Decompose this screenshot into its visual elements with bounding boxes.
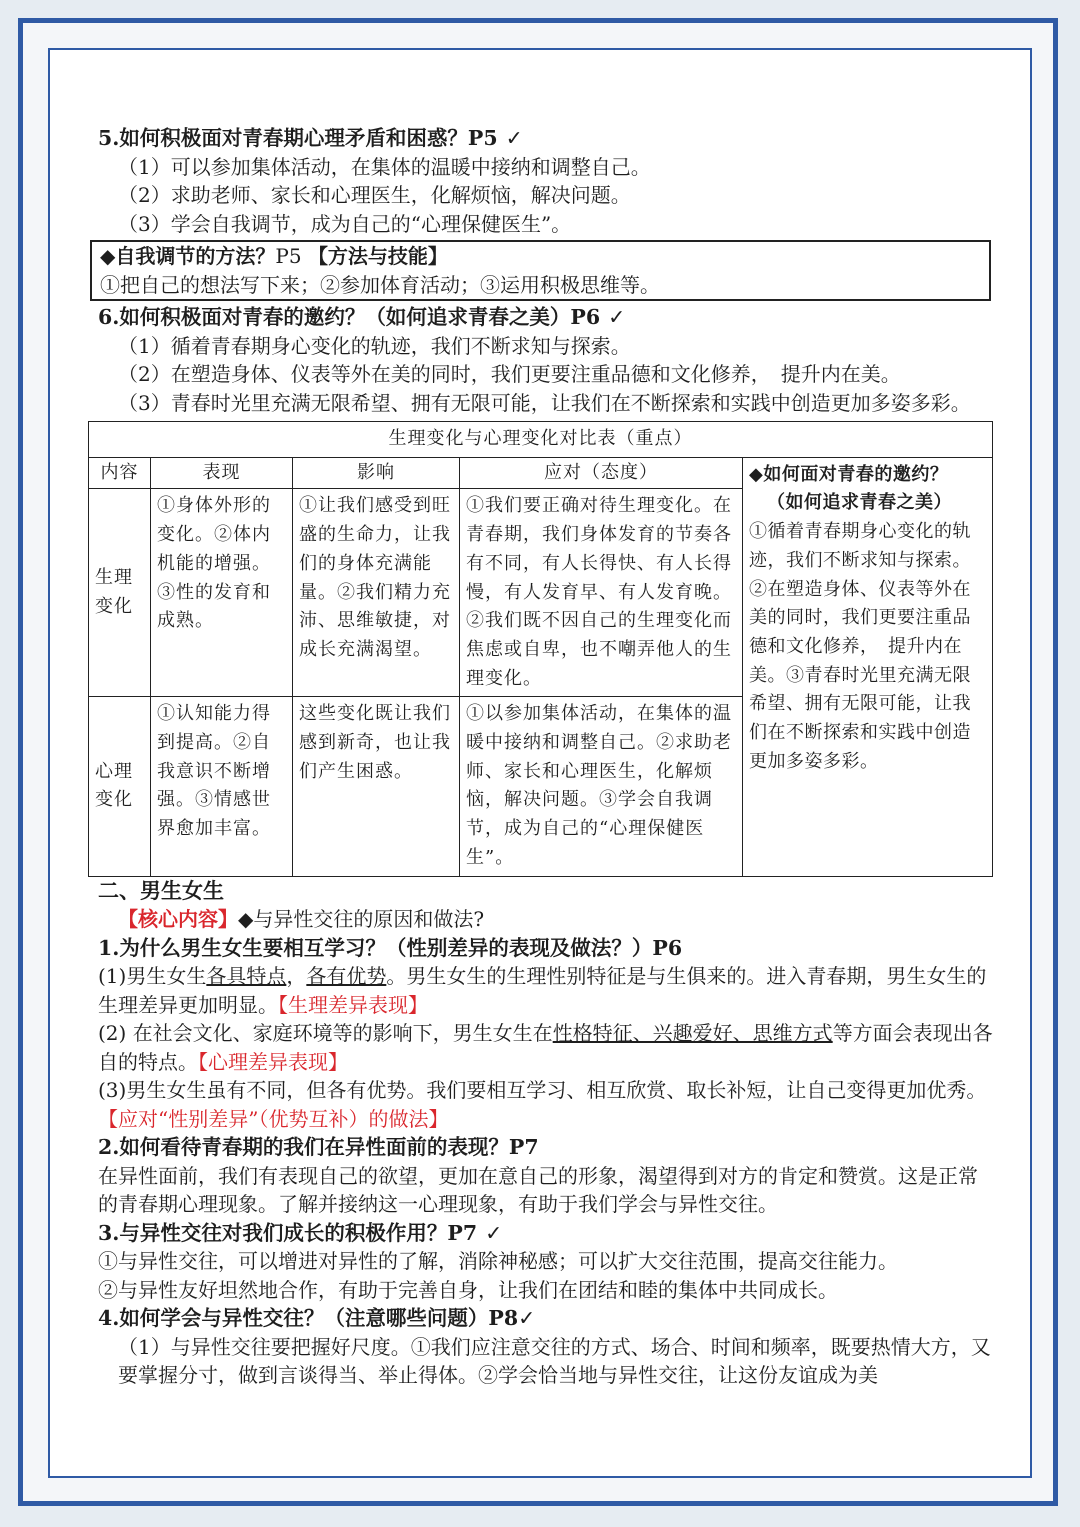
answer-6-item-3: （3）青春时光里充满无限希望、拥有无限可能，让我们在不断探索和实践中创造更加多姿多彩。 xyxy=(118,390,971,415)
part2-q3-text: 3.与异性交往对我们成长的积极作用？P7 xyxy=(98,1220,478,1245)
core-content-text: ◆与异性交往的原因和做法? xyxy=(238,907,485,932)
part2-question-4-title xyxy=(98,1304,993,1333)
part2-q2-text: 在异性面前，我们有表现自己的欲望，更加在意自己的形象，渴望得到对方的肯定和赞赏。这是正常的青春期心理现象。了解并接纳这一心理现象，有助于我们学会与异性交往。 xyxy=(98,1163,978,1217)
core-content-tag: 【核心内容】 xyxy=(118,907,238,932)
q1-p2-text-b: 等方面会表现出各自的特点。 xyxy=(98,1021,993,1074)
method-box-title: ◆自我调节的方法？ xyxy=(100,244,276,268)
answer-5-item-3: （3）学会自我调节，成为自己的“心理保健医生”。 xyxy=(118,211,572,236)
document-content xyxy=(95,124,993,1390)
cell-mental-response: ①以参加集体活动，在集体的温暖中接纳和调整自己。②求助老师、家长和心理医生，化解烦恼，解决问题。③学会自我调节，成为自己的“心理保健医生”。 xyxy=(460,697,743,876)
q1-p2-text-a: (2) 在社会文化、家庭环境等的影响下，男生女生在 xyxy=(98,1021,553,1046)
method-box-tag: 【方法与技能】 xyxy=(307,244,448,268)
core-content-line xyxy=(98,905,993,934)
row-label-physical: 生理变化 xyxy=(89,489,151,697)
method-box-page: P5 xyxy=(275,244,302,268)
q1-p1-text-a: (1)男生女生 xyxy=(98,964,207,989)
cell-physical-show: ①身体外形的变化。②体内机能的增强。③性的发育和成熟。 xyxy=(151,489,293,697)
table-header-effect: 影响 xyxy=(293,457,460,489)
part2-q1-para-1 xyxy=(98,962,993,1019)
check-mark-icon: ✓ xyxy=(608,305,626,329)
q1-p1-sep: ， xyxy=(286,964,307,989)
q1-p1-underline-1: 各具特点 xyxy=(206,964,287,989)
check-mark-icon: ✓ xyxy=(518,1306,536,1331)
q1-p1-underline-2: 各有优势 xyxy=(306,964,387,989)
table-side-note xyxy=(743,457,993,876)
part-2-heading: 二、男生女生 xyxy=(98,877,224,903)
check-mark-icon: ✓ xyxy=(505,126,523,150)
question-5-title xyxy=(98,124,993,153)
cell-mental-effect: 这些变化既让我们感到新奇，也让我们产生困惑。 xyxy=(293,697,460,876)
part2-question-1-title: 1.为什么男生女生要相互学习？（性别差异的表现及做法？）P6 xyxy=(98,935,683,960)
part2-q1-para-3 xyxy=(98,1076,993,1133)
physical-difference-tag: 【生理差异表现】 xyxy=(278,992,428,1017)
table-header-content: 内容 xyxy=(89,457,151,489)
comparison-table xyxy=(88,421,993,877)
part2-question-3-title xyxy=(98,1219,993,1248)
side-note-text: ①循着青春期身心变化的轨迹，我们不断求知与探索。②在塑造身体、仪表等外在美的同时，我们更要注重品德和文化修养， 提升内在美。③青春时光里充满无限希望、拥有无限可能，让我们在不断探索和实践中创造更加多姿多彩。 xyxy=(749,521,971,772)
answer-5-item-2: （2）求助老师、家长和心理医生，化解烦恼，解决问题。 xyxy=(118,183,631,207)
question-5-text: 5.如何积极面对青春期心理矛盾和困惑？P5 xyxy=(98,126,498,150)
part2-q4-answer: （1）与异性交往要把握好尺度。①我们应注意交往的方式、场合、时间和频率，既要热情大方，又要掌握分寸，做到言谈得当、举止得体。②学会恰当地与异性交往，让这份友谊成为美 xyxy=(118,1334,991,1388)
method-box-text: ①把自己的想法写下来；②参加体育活动；③运用积极思维等。 xyxy=(100,272,660,297)
part2-q3-item-1: ①与异性交往，可以增进对异性的了解，消除神秘感；可以扩大交往范围，提高交往能力。 xyxy=(98,1249,898,1274)
side-note-subtitle: （如何追求青春之美） xyxy=(767,492,952,514)
side-note-title: ◆如何面对青春的邀约？ xyxy=(749,463,949,485)
q1-p3-text: (3)男生女生虽有不同，但各有优势。我们要相互学习、相互欣赏、取长补短，让自己变得更加优秀。 xyxy=(98,1078,987,1103)
q1-p1-text-b: 。男生女生的生理性别特征是与生俱来的。进入青春期，男生女生的生理差异更加明显。 xyxy=(98,964,987,1017)
cell-physical-effect: ①让我们感受到旺盛的生命力，让我们的身体充满能量。②我们精力充沛、思维敏捷，对成长充满渴望。 xyxy=(293,489,460,697)
table-header-show: 表现 xyxy=(151,457,293,489)
part2-q1-para-2 xyxy=(98,1019,993,1076)
table-caption: 生理变化与心理变化对比表（重点） xyxy=(89,422,993,458)
mental-difference-tag: 【心理差异表现】 xyxy=(198,1049,348,1074)
q1-p2-underline: 性格特征、兴趣爱好、思维方式 xyxy=(552,1021,833,1046)
question-6-text: 6.如何积极面对青春的邀约？（如何追求青春之美）P6 xyxy=(98,305,601,329)
answer-6-item-1: （1）循着青春期身心变化的轨迹，我们不断求知与探索。 xyxy=(118,333,631,358)
self-adjust-method-box xyxy=(90,240,991,301)
table-header-response: 应对（态度） xyxy=(460,457,743,489)
check-mark-icon: ✓ xyxy=(485,1220,503,1245)
part2-q4-text: 4.如何学会与异性交往？（注意哪些问题）P8 xyxy=(98,1306,519,1331)
cell-physical-response: ①我们要正确对待生理变化。在青春期，我们身体发育的节奏各有不同，有人长得快、有人长得慢，有人发育早、有人发育晚。②我们既不因自己的生理变化而焦虑或自卑，也不嘲弄他人的生理变化。 xyxy=(460,489,743,697)
answer-5-item-1: （1）可以参加集体活动，在集体的温暖中接纳和调整自己。 xyxy=(118,154,651,179)
cell-mental-show: ①认知能力得到提高。②自我意识不断增强。③情感世界愈加丰富。 xyxy=(151,697,293,876)
response-tag: 【应对“性别差异”（优势互补）的做法】 xyxy=(98,1106,449,1131)
row-label-mental: 心理变化 xyxy=(89,697,151,876)
part2-q3-item-2: ②与异性友好坦然地合作，有助于完善自身，让我们在团结和睦的集体中共同成长。 xyxy=(98,1277,838,1302)
question-6-title xyxy=(98,303,993,332)
method-box-heading xyxy=(100,242,981,271)
part2-question-2-title: 2.如何看待青春期的我们在异性面前的表现？P7 xyxy=(98,1135,539,1160)
answer-6-item-2: （2）在塑造身体、仪表等外在美的同时，我们更要注重品德和文化修养， 提升内在美。 xyxy=(118,362,901,386)
